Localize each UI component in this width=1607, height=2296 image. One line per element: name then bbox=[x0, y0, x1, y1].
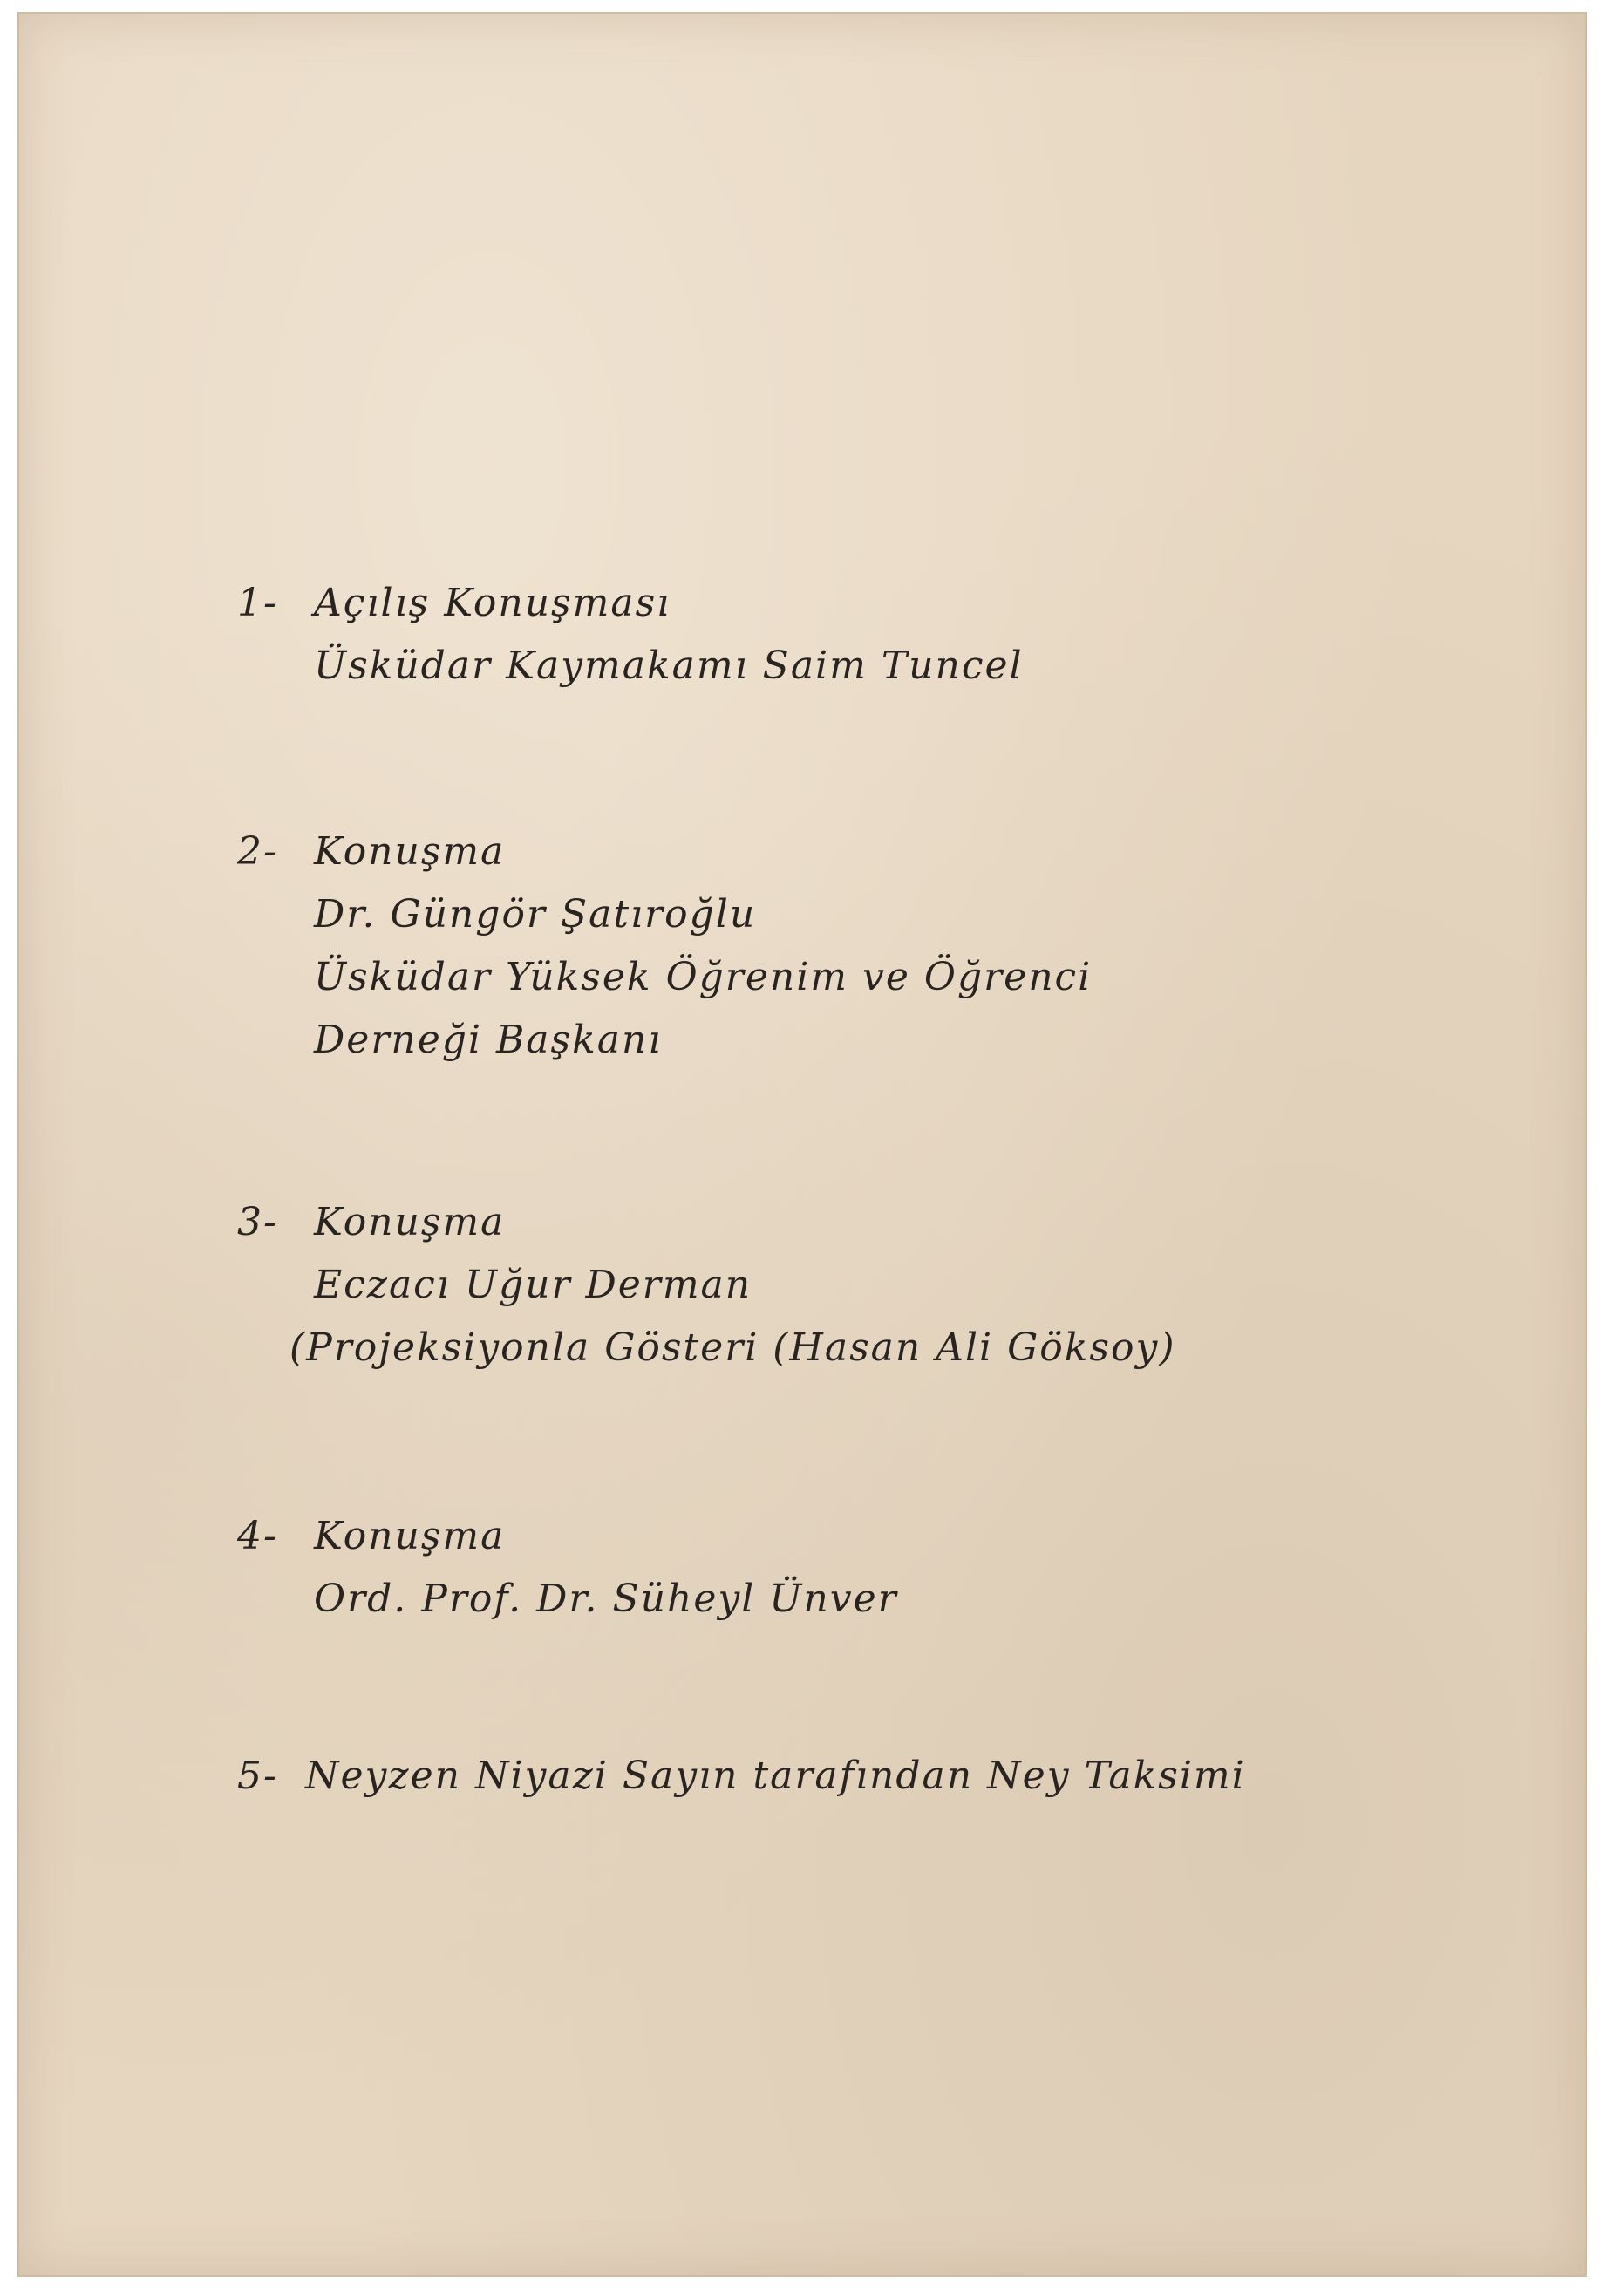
program-list bbox=[19, 14, 1585, 2275]
item-speaker: Dr. Güngör Şatıroğlu bbox=[314, 892, 757, 937]
item-number: 5- bbox=[237, 1754, 278, 1798]
item-lines bbox=[305, 1745, 1246, 1808]
item-lines bbox=[314, 572, 1024, 698]
item-title: Açılış Konuşması bbox=[314, 581, 671, 625]
item-speaker-role-cont: Derneği Başkanı bbox=[314, 1018, 663, 1062]
item-speaker: Ord. Prof. Dr. Süheyl Ünver bbox=[314, 1577, 898, 1621]
item-lines bbox=[289, 1191, 1176, 1380]
item-title: Konuşma bbox=[314, 1200, 506, 1244]
item-number: 2- bbox=[237, 829, 278, 874]
item-title: Konuşma bbox=[314, 1514, 506, 1558]
program-card bbox=[17, 12, 1587, 2277]
item-title: Neyzen Niyazi Sayın tarafından Ney Taksimi bbox=[305, 1754, 1246, 1798]
item-number: 1- bbox=[237, 581, 278, 625]
item-speaker: Eczacı Uğur Derman bbox=[314, 1263, 752, 1307]
item-speaker: Üsküdar Kaymakamı Saim Tuncel bbox=[314, 644, 1024, 688]
item-speaker-role: Üsküdar Yüksek Öğrenim ve Öğrenci bbox=[314, 955, 1093, 999]
item-lines bbox=[314, 1505, 898, 1631]
item-number: 3- bbox=[237, 1200, 278, 1244]
item-note: (Projeksiyonla Gösteri (Hasan Ali Göksoy) bbox=[289, 1325, 1176, 1370]
item-lines bbox=[314, 821, 1092, 1072]
item-title: Konuşma bbox=[314, 829, 506, 874]
item-number: 4- bbox=[237, 1514, 278, 1558]
